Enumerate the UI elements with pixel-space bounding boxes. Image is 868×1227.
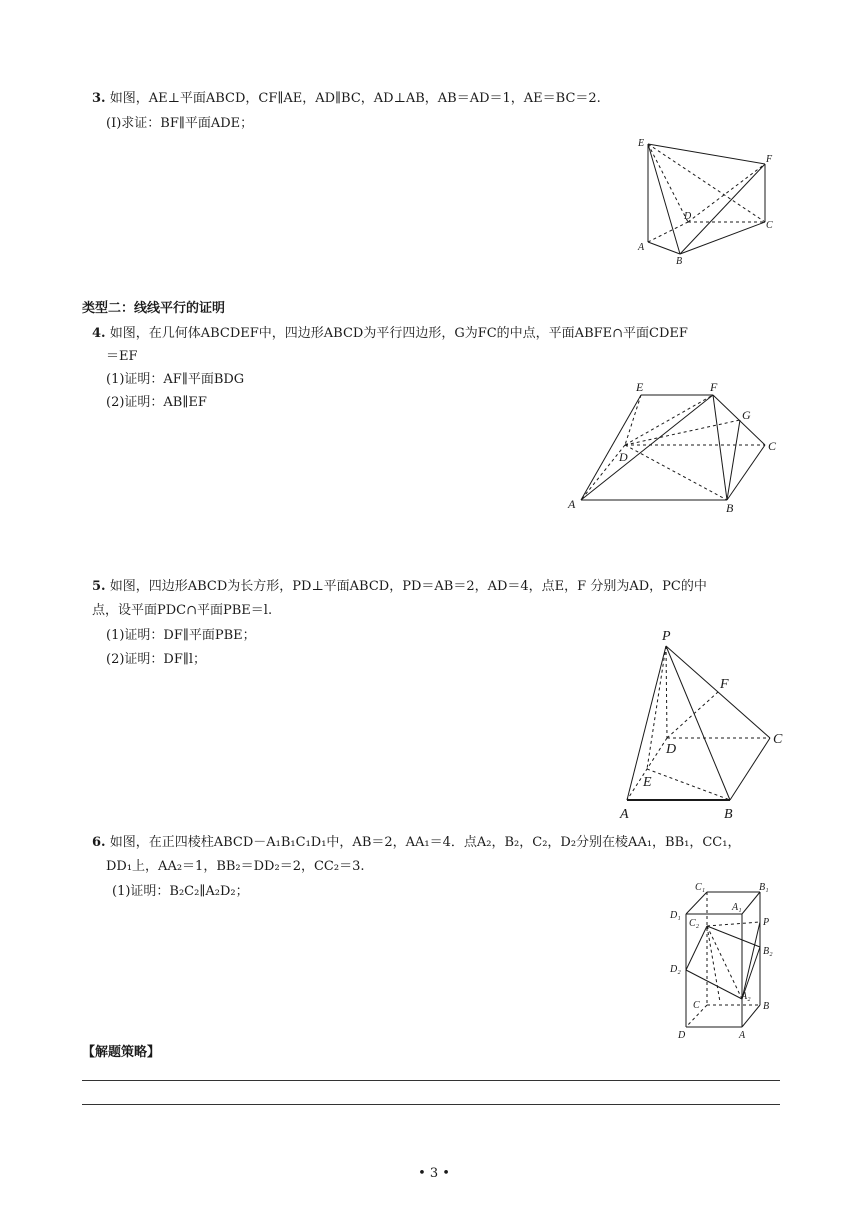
page-number: • 3 • [418, 1166, 450, 1181]
q3-label-D: D [684, 211, 692, 222]
q5-text: 如图，四边形ABCD为长方形，PD⊥平面ABCD，PD＝AB＝2，AD＝4，点E，F 分别为AD，PC的中 [109, 579, 707, 594]
q6-stem [92, 834, 740, 852]
q5-part1: (1)证明：DF∥平面PBE； [106, 628, 256, 643]
q6-label-A: A [739, 1030, 746, 1041]
q5-figure [612, 622, 792, 826]
q6-label-C1: C₁ [695, 882, 706, 893]
q4-stem-cont: ＝EF [106, 349, 138, 364]
q5-number: 5. [92, 579, 106, 594]
q6-label-P: P [763, 917, 770, 928]
q3-text: 如图，AE⊥平面ABCD，CF∥AE，AD∥BC，AD⊥AB，AB＝AD＝1，AE＝BC＝2. [109, 91, 601, 106]
q6-label-D1: D₁ [670, 910, 681, 921]
q6-label-D: D [678, 1030, 686, 1041]
q6-text: 如图，在正四棱柱ABCD－A₁B₁C₁D₁中，AB＝2，AA₁＝4．点A₂，B₂，C₂，D₂分别在棱AA₁，BB₁，CC₁， [109, 835, 741, 850]
q5-stem-cont: 点，设平面PDC∩平面PBE＝l. [92, 603, 273, 618]
q5-label-P: P [662, 629, 671, 644]
q3-label-B: B [676, 256, 683, 267]
answer-line-2 [82, 1104, 780, 1105]
q4-figure [565, 375, 790, 524]
answer-line-1 [82, 1080, 780, 1081]
q5-label-B: B [724, 807, 733, 822]
q4-number: 4. [92, 326, 106, 341]
section-title: 类型二：线线平行的证明 [82, 301, 226, 316]
q4-label-G: G [742, 408, 751, 422]
q4-part1: (1)证明：AF∥平面BDG [106, 372, 245, 387]
q5-label-C: C [773, 732, 783, 747]
q6-number: 6. [92, 835, 106, 850]
q4-label-B: B [726, 501, 734, 515]
q6-label-C2: C₂ [689, 918, 700, 929]
q4-text: 如图，在几何体ABCDEF中，四边形ABCD为平行四边形，G为FC的中点，平面ABFE∩平面CDEF [109, 326, 688, 341]
q5-label-A: A [620, 807, 629, 822]
q3-figure [630, 130, 790, 274]
q3-label-C: C [766, 220, 773, 231]
q4-label-D: D [619, 450, 628, 464]
q6-label-B: B [763, 1001, 770, 1012]
q3-label-E: E [638, 138, 645, 149]
q6-label-A1: A₁ [732, 902, 742, 913]
q6-stem-cont: DD₁上，AA₂＝1，BB₂＝DD₂＝2，CC₂＝3. [106, 859, 365, 874]
q6-label-D2: D₂ [670, 964, 681, 975]
q3-part1: (Ⅰ)求证：BF∥平面ADE； [106, 116, 254, 131]
q6-label-B1: B₁ [759, 882, 769, 893]
q3-stem [92, 90, 601, 108]
q4-label-F: F [710, 380, 718, 394]
q4-label-A: A [568, 497, 576, 511]
q5-part2: (2)证明：DF∥l； [106, 652, 207, 667]
q6-figure [662, 872, 782, 1048]
q4-part2: (2)证明：AB∥EF [106, 395, 207, 410]
q6-label-B2: B₂ [763, 946, 773, 957]
q4-label-C: C [768, 439, 777, 453]
q4-label-E: E [636, 380, 644, 394]
q5-label-D: D [666, 742, 677, 757]
q5-label-E: E [643, 775, 652, 790]
q4-stem [92, 325, 688, 343]
q6-part1: (1)证明：B₂C₂∥A₂D₂； [112, 884, 249, 899]
q5-label-F: F [720, 677, 729, 692]
q3-label-A: A [638, 242, 645, 253]
q6-label-C: C [693, 1000, 700, 1011]
q5-stem [92, 578, 707, 596]
q6-label-A2: A₂ [741, 991, 751, 1002]
strategy-title: 【解题策略】 [82, 1045, 161, 1060]
q3-number: 3. [92, 91, 106, 106]
q3-label-F: F [766, 154, 773, 165]
